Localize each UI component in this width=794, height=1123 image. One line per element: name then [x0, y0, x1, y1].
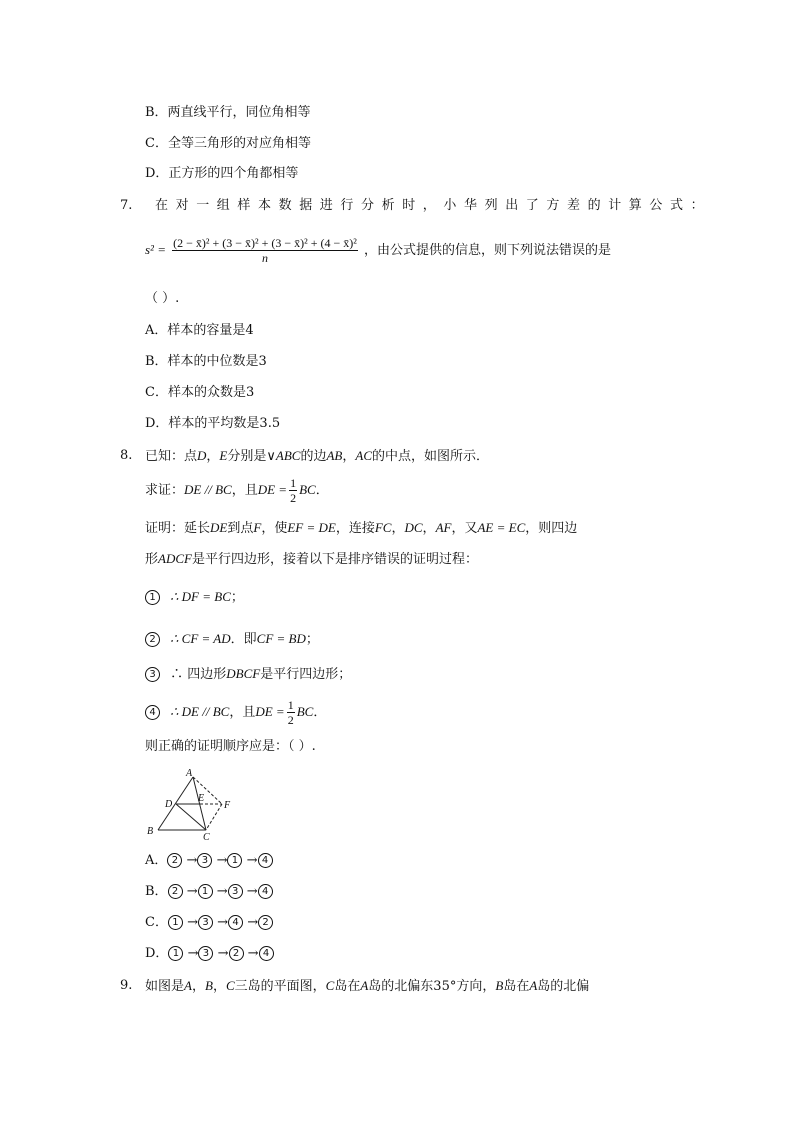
q6-option-c: C．全等三角形的对应角相等	[145, 136, 311, 151]
q7-stem: 在对一组样本数据进行分析时，小华列出了方差的计算公式：	[155, 198, 712, 213]
q8-stem-part2: 分别是	[227, 449, 267, 464]
q8-stem-part4: 的中点，如图所示．	[372, 449, 490, 464]
q9-text-f: 岛的北偏	[537, 979, 590, 994]
q9-text-d: 岛的北偏东	[368, 979, 434, 994]
q9-text-b: 三岛的平面图，	[234, 979, 326, 994]
q7-formula-fraction	[172, 236, 358, 265]
step4-bc: BC	[296, 704, 314, 719]
step4-half	[287, 698, 295, 727]
step1-circle: 1	[145, 590, 160, 605]
q8-opt-a-letter: A．	[145, 853, 168, 868]
q8-side-ab: AB	[326, 448, 343, 463]
q8-opt-b-letter: B．	[145, 884, 168, 899]
q8-option-d	[145, 945, 274, 963]
q7-number: 7.	[120, 198, 133, 213]
q8-opt-c-s3: 4	[228, 915, 243, 930]
step2-mid: ．即	[230, 632, 257, 647]
q8-step1	[145, 588, 244, 607]
step4-b: ，且	[229, 705, 256, 720]
q7-formula-denominator: n	[261, 251, 268, 265]
q8-option-c	[145, 914, 273, 932]
q8-proof-adcf: ADCF	[158, 551, 192, 566]
q9-angle: 35°	[433, 979, 457, 994]
q8-opt-a-s1: 2	[167, 853, 182, 868]
line-dc	[176, 804, 206, 830]
q8-opt-c-letter: C．	[145, 915, 168, 930]
q7-option-c: C．样本的众数是3	[145, 385, 255, 400]
q8-opt-c-s1: 1	[168, 915, 183, 930]
step4-circle: 4	[145, 705, 160, 720]
q8-opt-d-s1: 1	[168, 946, 183, 961]
step2-circle: 2	[145, 632, 160, 647]
q9-comma2: ，	[212, 979, 226, 994]
q8-prove-period: ．	[315, 483, 329, 498]
q9-text-c: 岛在	[334, 979, 361, 994]
q8-opt-d-s3: 2	[229, 946, 244, 961]
step2-tail: ；	[305, 632, 319, 647]
q8-triangle: ∨ABC	[266, 448, 301, 463]
q9-a: A	[184, 978, 192, 993]
q9-a3: A	[529, 978, 538, 993]
q7-formula-lhs: s² =	[145, 242, 166, 257]
q8-proof-line2a: 形	[145, 552, 159, 567]
q8-step4	[145, 698, 326, 727]
q8-proof-line2b: 是平行四边形，接着以下是排序错误的证明过程：	[191, 552, 478, 567]
step4-half-den: 2	[287, 713, 294, 727]
q8-number: 8.	[120, 448, 133, 463]
q8-prove-and: ，且	[231, 483, 258, 498]
q7-formula-numerator: (2 − x̄)² + (3 − x̄)² + (3 − x̄)² + (4 − x̄)²	[173, 236, 357, 250]
q8-opt-d-s2: 3	[198, 946, 213, 961]
step2-text2: CF = BD	[256, 631, 306, 646]
q8-proof-a: 证明：延长	[145, 521, 211, 536]
q8-proof-f2: ，则四边	[525, 521, 578, 536]
label-b: B	[147, 826, 154, 837]
step1-tail: ；	[230, 590, 244, 605]
q8-opt-c-s4: 2	[258, 915, 273, 930]
q8-proof-b: 到点	[227, 521, 254, 536]
q8-proof-sep1: ，	[391, 521, 405, 536]
q8-proof-af: AF	[435, 520, 452, 535]
step4-tail: ．	[313, 705, 327, 720]
q8-opt-c-arrow2: →	[217, 915, 229, 930]
q8-opt-d-letter: D．	[145, 946, 169, 961]
q8-opt-d-s4: 4	[259, 946, 274, 961]
step3-a: ∴ 四边形	[170, 667, 227, 682]
q8-proof-line2	[145, 550, 478, 569]
q8-prove-bc: BC	[299, 482, 316, 497]
q8-ask: 则正确的证明顺序应是：（ ）.	[145, 739, 316, 754]
q8-proof-e: ，又	[451, 521, 478, 536]
step2-text1: ∴ CF = AD	[170, 631, 231, 646]
q8-opt-a-s3: 1	[227, 853, 242, 868]
q8-stem	[145, 447, 489, 466]
q8-proof-ae: AE = EC	[477, 520, 526, 535]
q8-figure	[140, 766, 240, 842]
q8-opt-b-arrow2: →	[216, 884, 228, 899]
q7-option-a: A．样本的容量是4	[145, 323, 254, 338]
q8-option-b	[145, 883, 273, 901]
label-f: F	[224, 800, 231, 811]
q8-proof-f: F	[253, 520, 262, 535]
q9-b2: B	[495, 978, 504, 993]
q9-c2: C	[325, 978, 335, 993]
q8-proof-d: ，连接	[335, 521, 375, 536]
label-a: A	[186, 768, 193, 779]
q9-a2: A	[360, 978, 369, 993]
q8-prove	[145, 476, 329, 505]
q8-side-ac: AC	[355, 448, 373, 463]
q9-c: C	[225, 978, 235, 993]
q8-point-e: E	[219, 448, 228, 463]
label-d: D	[165, 799, 173, 810]
q8-stem-part3: 的边	[300, 449, 327, 464]
q7-formula-line	[145, 236, 611, 265]
q8-step2	[145, 630, 319, 649]
q6-option-d: D．正方形的四个角都相等	[145, 166, 299, 181]
q8-proof-eq: EF = DE	[287, 520, 336, 535]
q8-opt-a-arrow2: →	[216, 853, 228, 868]
q8-proof-sep2: ，	[422, 521, 436, 536]
q6-option-b: B．两直线平行，同位角相等	[145, 105, 311, 120]
q9-text-c2: 岛在	[503, 979, 530, 994]
q9-comma1: ，	[191, 979, 205, 994]
q8-half-num: 1	[290, 476, 297, 490]
q8-opt-c-arrow3: →	[247, 915, 259, 930]
q9-stem	[145, 977, 589, 996]
q8-half-den: 2	[290, 491, 297, 505]
q8-proof-dc: DC	[404, 520, 423, 535]
step1-text: ∴ DF = BC	[170, 589, 231, 604]
q8-prove-de: DE =	[257, 482, 288, 497]
q8-prove-expr: DE // BC	[184, 482, 232, 497]
q9-text-e: 方向，	[456, 979, 496, 994]
q8-point-d: D	[197, 448, 207, 463]
q7-paren: （ ）.	[145, 291, 180, 306]
q8-opt-a-s2: 3	[197, 853, 212, 868]
q8-opt-a-arrow1: →	[186, 853, 198, 868]
q8-opt-b-s1: 2	[168, 884, 183, 899]
q8-sep1: ，	[206, 449, 220, 464]
step4-a: ∴ DE // BC	[170, 704, 230, 719]
q9-b: B	[204, 978, 213, 993]
step3-circle: 3	[145, 667, 160, 682]
label-e: E	[198, 793, 205, 804]
q8-opt-c-arrow1: →	[187, 915, 198, 930]
q8-opt-d-arrow3: →	[247, 946, 259, 961]
q8-prove-half	[289, 476, 297, 505]
q8-stem-part1: 已知：点	[145, 449, 198, 464]
q9-number: 9.	[120, 978, 133, 993]
q8-opt-a-s4: 4	[258, 853, 273, 868]
q8-prove-label: 求证：	[145, 483, 185, 498]
q8-opt-b-s2: 1	[198, 884, 213, 899]
q8-option-a	[145, 852, 273, 870]
q7-formula-after: ，由公式提供的信息，则下列说法错误的是	[364, 243, 612, 258]
step3-b: 是平行四边形；	[260, 667, 352, 682]
q8-opt-b-arrow1: →	[186, 884, 198, 899]
step4-de: DE =	[255, 704, 285, 719]
q8-opt-c-s2: 3	[198, 915, 213, 930]
q8-opt-b-s4: 4	[258, 884, 273, 899]
q8-opt-b-arrow3: →	[246, 884, 258, 899]
q8-sep2: ，	[342, 449, 356, 464]
q9-text-a: 如图是	[145, 979, 185, 994]
q8-opt-b-s3: 3	[228, 884, 243, 899]
q8-proof-de: DE	[210, 520, 228, 535]
q8-opt-a-arrow3: →	[246, 853, 258, 868]
label-c: C	[203, 832, 210, 842]
q8-proof-line1	[145, 519, 577, 538]
q8-opt-d-arrow2: →	[217, 946, 229, 961]
line-fc	[206, 804, 222, 830]
q8-proof-c: ，使	[261, 521, 288, 536]
step3-dbcf: DBCF	[226, 666, 261, 681]
q7-option-b: B．样本的中位数是3	[145, 354, 267, 369]
q8-proof-fc: FC	[374, 520, 392, 535]
q8-step3	[145, 665, 351, 684]
q8-opt-d-arrow1: →	[187, 946, 199, 961]
q7-option-d: D．样本的平均数是3.5	[145, 416, 281, 431]
step4-half-num: 1	[287, 698, 294, 712]
